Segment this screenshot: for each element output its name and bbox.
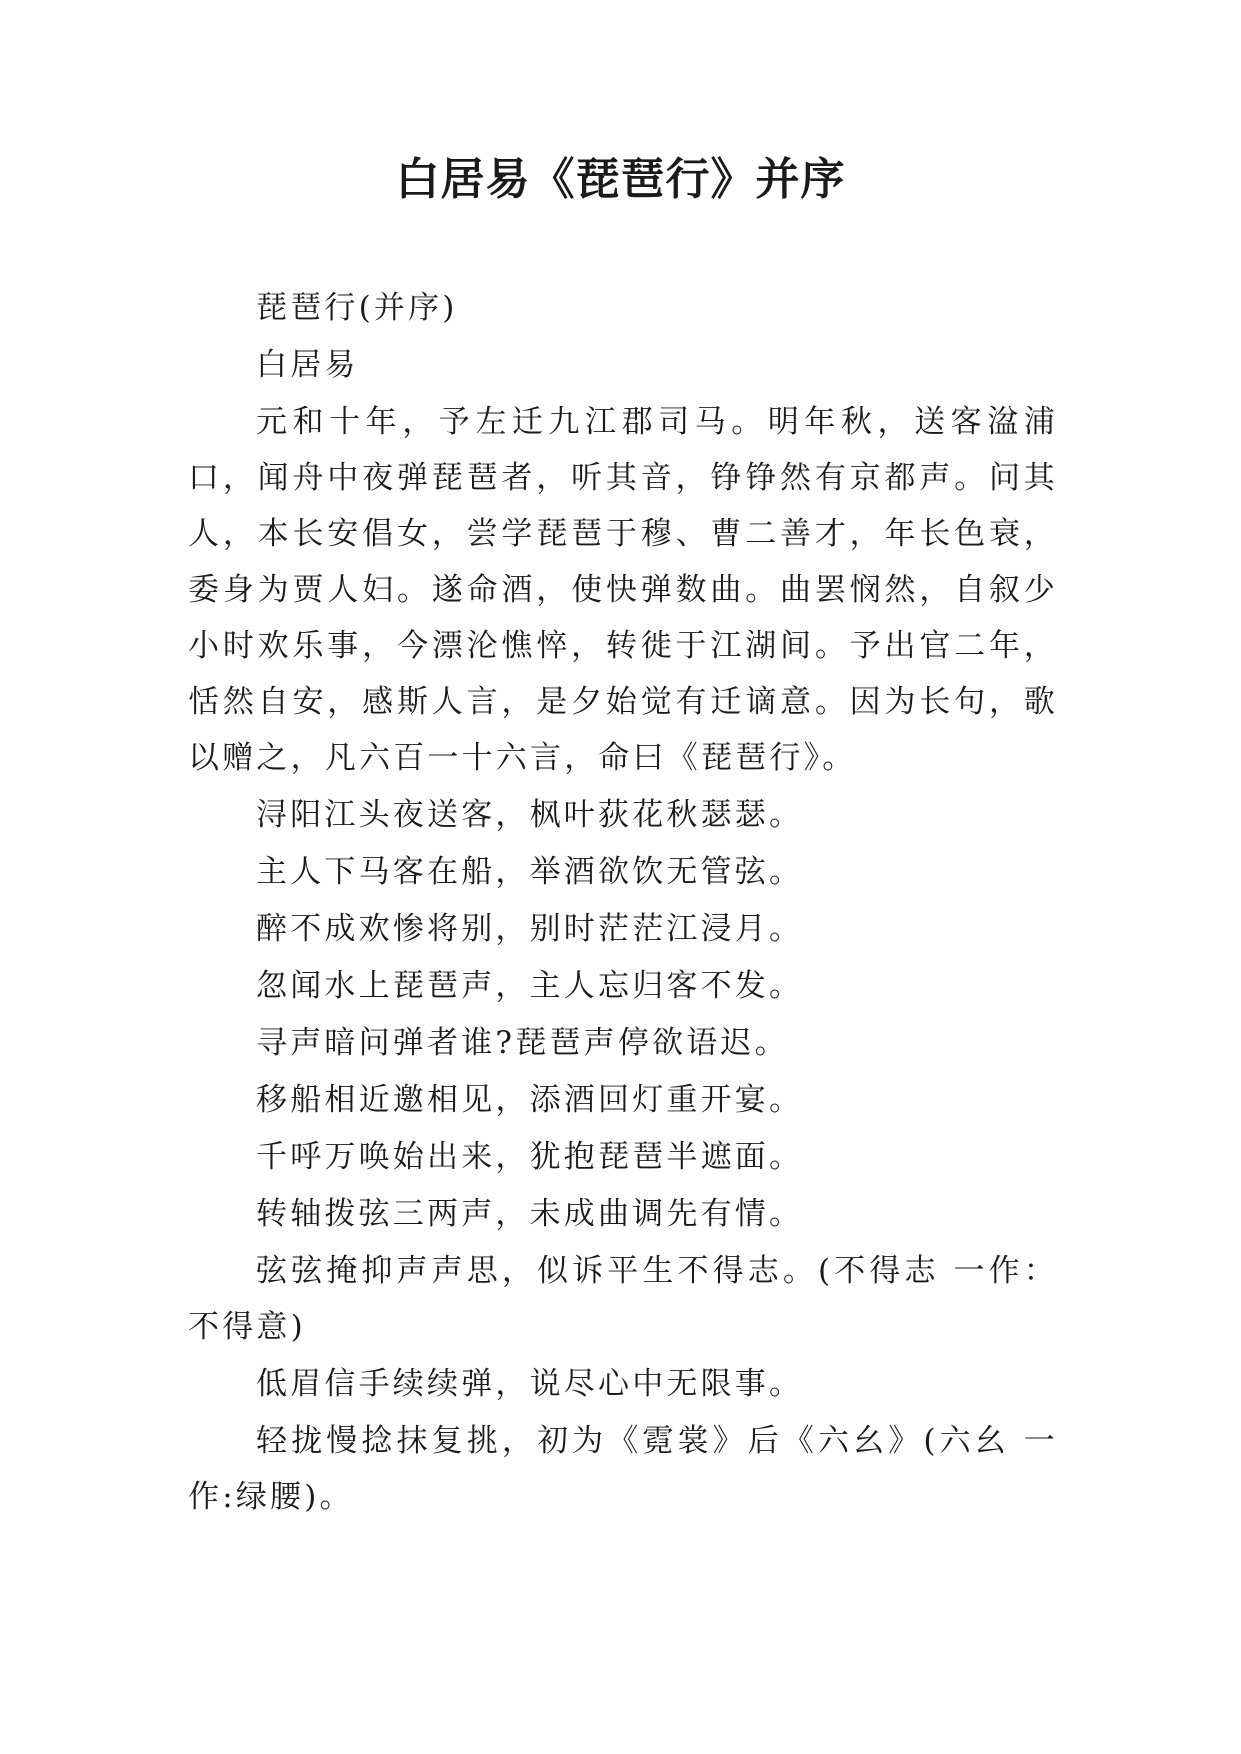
poem-line: 移船相近邀相见，添酒回灯重开宴。: [256, 1082, 804, 1118]
subtitle-paragraph: 琵琶行(并序): [256, 290, 458, 326]
poem-line: 低眉信手续续弹，说尽心中无限事。: [256, 1366, 804, 1402]
poem-line: 千呼万唤始出来，犹抱琵琶半遮面。: [256, 1139, 804, 1175]
document-body: [188, 280, 1058, 1526]
preface-paragraph: 元和十年，予左迁九江郡司马。明年秋，送客湓浦口，闻舟中夜弹琵琶者，听其音，铮铮然有京都声。问其人，本长安倡女，尝学琵琶于穆、曹二善才，年长色衰，委身为贾人妇。遂命酒，使快弹数曲。曲罢悯然，自叙少小时欢乐事，今漂沦憔悴，转徙于江湖间。予出官二年，恬然自安，感斯人言，是夕始觉有迁谪意。因为长句，歌以赠之，凡六百一十六言，命曰《琵琶行》。: [188, 404, 1058, 776]
poem-line: 醉不成欢惨将别，别时茫茫江浸月。: [256, 911, 804, 947]
page-title: 白居易《琵琶行》并序: [395, 154, 846, 205]
poem-line: 主人下马客在船，举酒欲饮无管弦。: [256, 854, 804, 890]
poem-line: 寻声暗问弹者谁?琵琶声停欲语迟。: [256, 1025, 789, 1061]
poem-line: 转轴拨弦三两声，未成曲调先有情。: [256, 1196, 804, 1232]
poem-line: 忽闻水上琵琶声，主人忘归客不发。: [256, 968, 804, 1004]
author-paragraph: 白居易: [256, 347, 359, 383]
poem-line: 弦弦掩抑声声思，似诉平生不得志。(不得志 一作：不得意): [188, 1253, 1058, 1345]
poem-line: 浔阳江头夜送客，枫叶荻花秋瑟瑟。: [256, 797, 804, 833]
poem-line: 轻拢慢捻抹复挑，初为《霓裳》后《六幺》(六幺 一作:绿腰)。: [188, 1423, 1058, 1515]
